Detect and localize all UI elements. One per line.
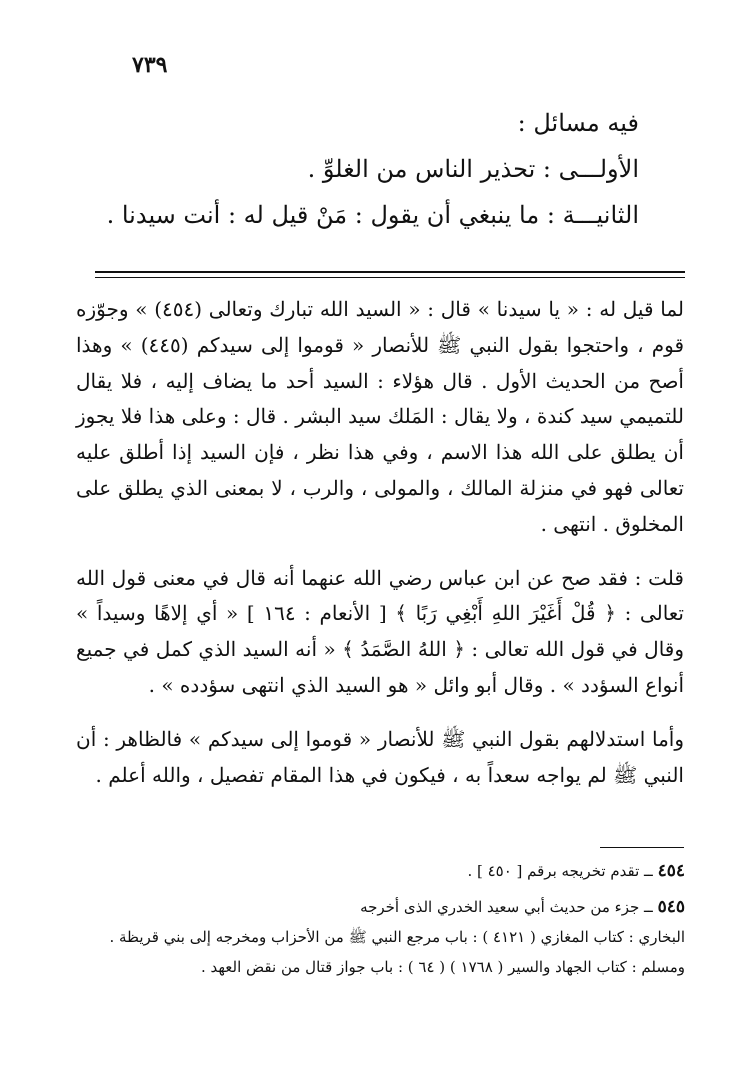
intro-section [79,100,639,238]
intro-item-first: الأولـــى : تحذير الناس من الغلوِّ . [307,155,639,183]
intro-heading: فيه مسائل : [517,109,639,137]
footnote-number: ٤٥٤ [657,861,685,881]
footnote-item [80,860,685,882]
intro-item-second: الثانيـــة : ما ينبغي أن يقول : مَنْ قيل له : أنت سيدنا . [106,201,639,229]
footnote-item [80,956,685,978]
footnote-number: ٥٤٥ [657,897,685,917]
paragraph-ansar-inference: وأما استدلالهم بقول النبي ﷺ للأنصار « قوموا إلى سيدكم » فالظاهر : أن النبي ﷺ لم يواجه سعداً به ، فيكون في هذا المقام تفصيل ، والله أعلم . [76,726,684,787]
page-number: ٧٣٩ [132,52,168,78]
paragraph-ibn-abbas: قلت : فقد صح عن ابن عباس رضي الله عنهما أنه قال في معنى قول الله تعالى : ﴿ قُلْ أَغَيْرَ اللهِ أَبْغِي رَبًا ﴾ [ الأنعام : ١٦٤ ] « أي إلاهًا وسيداً » وقال في قول الله تعالى : ﴿ اللهُ الصَّمَدُ ﴾ « أنه السيد الذي كمل في جميع أنواع السؤدد » . وقال أبو وائل « هو السيد الذي انتهى سؤدده » . [76,565,684,697]
separator-rule-thick [95,271,685,273]
commentary-body [76,292,684,793]
footnote-separator [600,847,684,848]
footnotes [80,860,685,986]
footnote-item [80,926,685,948]
separator-rule-thin [95,277,685,278]
footnote-text: البخاري : كتاب المغازي ( ٤١٢١ ) : باب مرجع النبي ﷺ من الأحزاب ومخرجه إلى بني قريظة . [109,928,685,946]
footnote-text: ومسلم : كتاب الجهاد والسير ( ١٧٦٨ ) ( ٦٤ ) : باب جواز قتال من نقض العهد . [200,958,685,976]
footnote-text: ــ تقدم تخريجه برقم [ ٤٥٠ ] . [467,862,653,880]
paragraph-sayyid-usage: لما قيل له : « يا سيدنا » قال : « السيد الله تبارك وتعالى (٤٥٤) » وجوّزه قوم ، واحتجوا بقول النبي ﷺ للأنصار « قوموا إلى سيدكم (٤٤٥) » وهذا أصح من الحديث الأول . قال هؤلاء : السيد أحد ما يضاف إليه ، فلا يقال للتميمي سيد كندة ، ولا يقال : المَلك سيد البشر . قال : وعلى هذا فلا يجوز أن يطلق على الله هذا الاسم ، وفي هذا نظر ، فإن السيد إذا أطلق عليه تعالى فهو في منزلة المالك ، والمولى ، والرب ، لا بمعنى الذي يطلق على المخلوق . انتهى . [76,297,685,536]
footnote-text: ــ جزء من حديث أبي سعيد الخدري الذى أخرجه [360,898,653,916]
footnote-item [80,896,685,918]
